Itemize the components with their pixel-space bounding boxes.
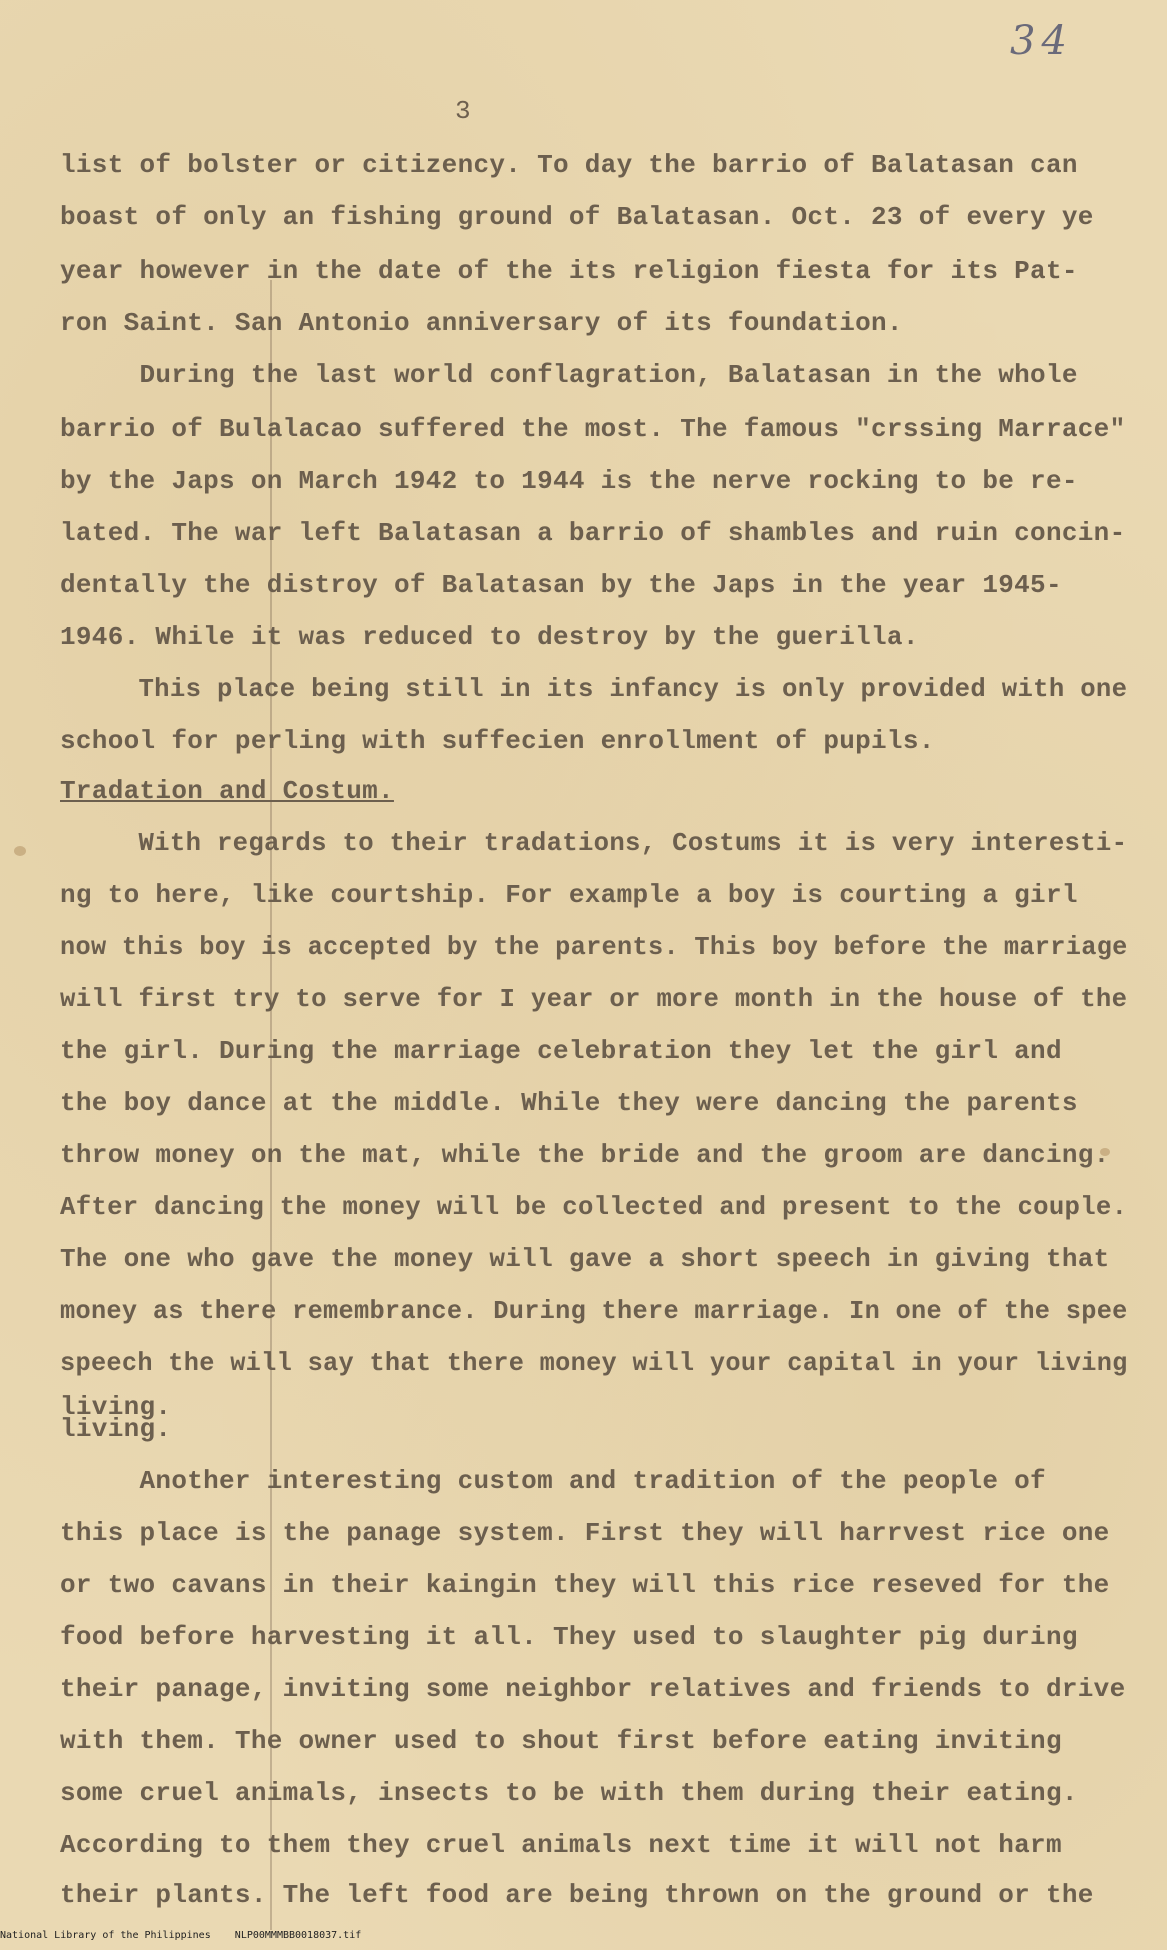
text-line: will first try to serve for I year or more month in the house of the [60,984,1128,1014]
handwritten-page-number: 34 [1010,18,1073,64]
text-line: dentally the distroy of Balatasan by the Japs in the year 1945- [60,570,1062,600]
text-line: year however in the date of the its religion fiesta for its Pat- [60,256,1078,286]
text-line: throw money on the mat, while the bride and the groom are dancing. [60,1140,1110,1170]
text-line: barrio of Bulalacao suffered the most. The famous "crssing Marrace" [60,414,1126,444]
text-line: According to them they cruel animals next time it will not harm [60,1830,1062,1860]
section-heading: Tradation and Costum. [60,776,394,806]
text-line: 1946. While it was reduced to destroy by the guerilla. [60,622,919,652]
text-line: list of bolster or citizency. To day the barrio of Balatasan can [60,150,1078,180]
text-line: money as there remembrance. During there marriage. In one of the spee [60,1296,1128,1326]
text-line: living. [60,1414,172,1444]
text-line: This place being still in its infancy is only provided with one [60,674,1128,704]
text-line: ron Saint. San Antonio anniversary of its foundation. [60,308,903,338]
text-line: by the Japs on March 1942 to 1944 is the nerve rocking to be re- [60,466,1078,496]
text-line: this place is the panage system. First they will harrvest rice one [60,1518,1110,1548]
text-line: the girl. During the marriage celebration they let the girl and [60,1036,1062,1066]
text-line: The one who gave the money will gave a short speech in giving that [60,1244,1110,1274]
text-line: During the last world conflagration, Balatasan in the whole [60,360,1078,390]
text-line: speech the will say that there money will your capital in your living [60,1348,1128,1378]
text-line: boast of only an fishing ground of Balatasan. Oct. 23 of every ye [60,202,1094,232]
text-line: or two cavans in their kaingin they will this rice reseved for the [60,1570,1110,1600]
text-line: food before harvesting it all. They used to slaughter pig during [60,1622,1078,1652]
typed-page-number: 3 [455,96,471,126]
text-line: lated. The war left Balatasan a barrio of shambles and ruin concin- [60,518,1126,548]
text-line: Another interesting custom and tradition of the people of [60,1466,1046,1496]
text-line: some cruel animals, insects to be with them during their eating. [60,1778,1078,1808]
text-line: living. [60,1392,172,1422]
text-line: their panage, inviting some neighbor relatives and friends to drive [60,1674,1126,1704]
archive-footer: National Library of the Philippines NLP00MMMBB0018037.tif [0,1930,362,1941]
text-line: With regards to their tradations, Costums it is very interesti- [60,828,1128,858]
text-line: their plants. The left food are being thrown on the ground or the [60,1880,1094,1910]
text-line: now this boy is accepted by the parents. This boy before the marriage [60,932,1128,962]
text-line: After dancing the money will be collected and present to the couple. [60,1192,1128,1222]
text-line: the boy dance at the middle. While they were dancing the parents [60,1088,1078,1118]
text-line: with them. The owner used to shout first before eating inviting [60,1726,1062,1756]
text-line: ng to here, like courtship. For example a boy is courting a girl [60,880,1078,910]
text-line: school for perling with suffecien enrollment of pupils. [60,726,935,756]
paper-stain [14,846,26,856]
